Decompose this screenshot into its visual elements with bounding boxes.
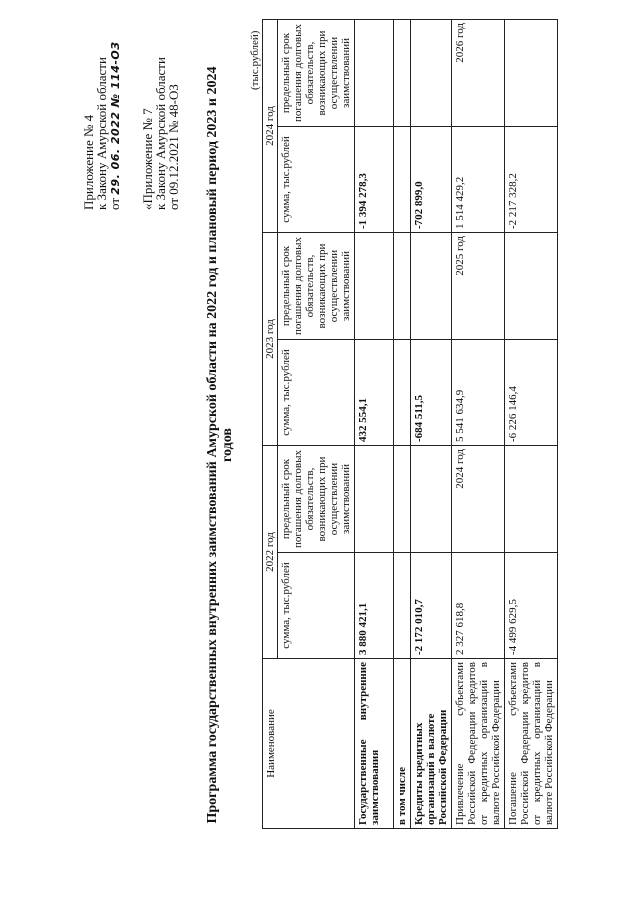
cell-term-2023 [355,233,394,340]
table-row [394,20,411,829]
header-term-2022: предельный срок погашения долговых обязательств, возникающих при осуществлении заимствований [278,446,355,553]
cell-sum-2023: 432 554,1 [355,340,394,446]
cell-term-2023 [505,233,558,340]
unit-label: (тыс.рублей) [249,30,261,90]
table-header-years [263,20,278,829]
cell-term-2022 [505,446,558,553]
table-row [411,20,452,829]
header-year-2024: 2024 год [263,20,278,233]
header-name: Наименование [263,659,355,829]
cell-term-2023 [411,233,452,340]
appendix-orig-date: от 09.12.2021 № 48-ОЗ [166,84,181,210]
cell-term-2024 [505,20,558,127]
cell-sum-2023 [394,340,411,446]
table-row [452,20,505,829]
appendix-orig-law-ref: к Закону Амурской области [153,57,168,210]
cell-term-2023: 2025 год [452,233,505,340]
cell-sum-2022: -4 499 629,5 [505,553,558,659]
handwritten-date-number: 29. 06. 2022 № 114-ОЗ [109,41,122,195]
appendix-date-prefix: от [107,197,122,210]
cell-sum-2022 [394,553,411,659]
cell-term-2023 [394,233,411,340]
cell-term-2022: 2024 год [452,446,505,553]
cell-sum-2024: -1 394 278,3 [355,127,394,233]
row-name: Кредиты кредитных организаций в валюте Российской Федерации [411,659,452,829]
appendix-block-current [82,41,122,210]
row-name: Государственные внутренние заимствования [355,659,394,829]
appendix-number: Приложение № 4 [81,114,96,210]
cell-term-2024 [394,20,411,127]
table-row [505,20,558,829]
header-sum-2022: сумма, тыс.рублей [278,553,355,659]
cell-sum-2024 [394,127,411,233]
cell-sum-2022: 3 880 421,1 [355,553,394,659]
row-name: Погашение субъектами Российской Федерации кредитов от кредитных организаций в валюте Российской Федерации [505,659,558,829]
appendix-date-line [108,41,122,210]
cell-sum-2023: 5 541 634,9 [452,340,505,446]
row-name: Привлечение субъектами Российской Федерации кредитов от кредитных организаций в валюте Российской Федерации [452,659,505,829]
cell-term-2022 [394,446,411,553]
cell-term-2024 [355,20,394,127]
borrowing-program-table [262,19,558,829]
cell-sum-2024: 1 514 429,2 [452,127,505,233]
header-term-2023: предельный срок погашения долговых обязательств, возникающих при осуществлении заимствований [278,233,355,340]
header-year-2023: 2023 год [263,233,278,446]
cell-sum-2022: -2 172 010,7 [411,553,452,659]
cell-sum-2022: 2 327 618,8 [452,553,505,659]
appendix-block-original [141,57,180,210]
header-sum-2023: сумма, тыс.рублей [278,340,355,446]
cell-sum-2023: -6 226 146,4 [505,340,558,446]
appendix-law-ref: к Закону Амурской области [94,57,109,210]
cell-term-2024: 2026 год [452,20,505,127]
cell-sum-2024: -702 899,0 [411,127,452,233]
header-year-2022: 2022 год [263,446,278,659]
cell-sum-2024: -2 217 328,2 [505,127,558,233]
table-row [355,20,394,829]
row-name: в том числе [394,659,411,829]
cell-term-2022 [411,446,452,553]
cell-sum-2023: -684 511,5 [411,340,452,446]
document-title: Программа государственных внутренних заимствований Амурской области на 2022 год и плановый период 2023 и 2024 годов [205,66,235,824]
cell-term-2024 [411,20,452,127]
header-term-2024: предельный срок погашения долговых обязательств, возникающих при осуществлении заимствований [278,20,355,127]
cell-term-2022 [355,446,394,553]
header-sum-2024: сумма, тыс.рублей [278,127,355,233]
appendix-orig-number: «Приложение № 7 [140,108,155,210]
